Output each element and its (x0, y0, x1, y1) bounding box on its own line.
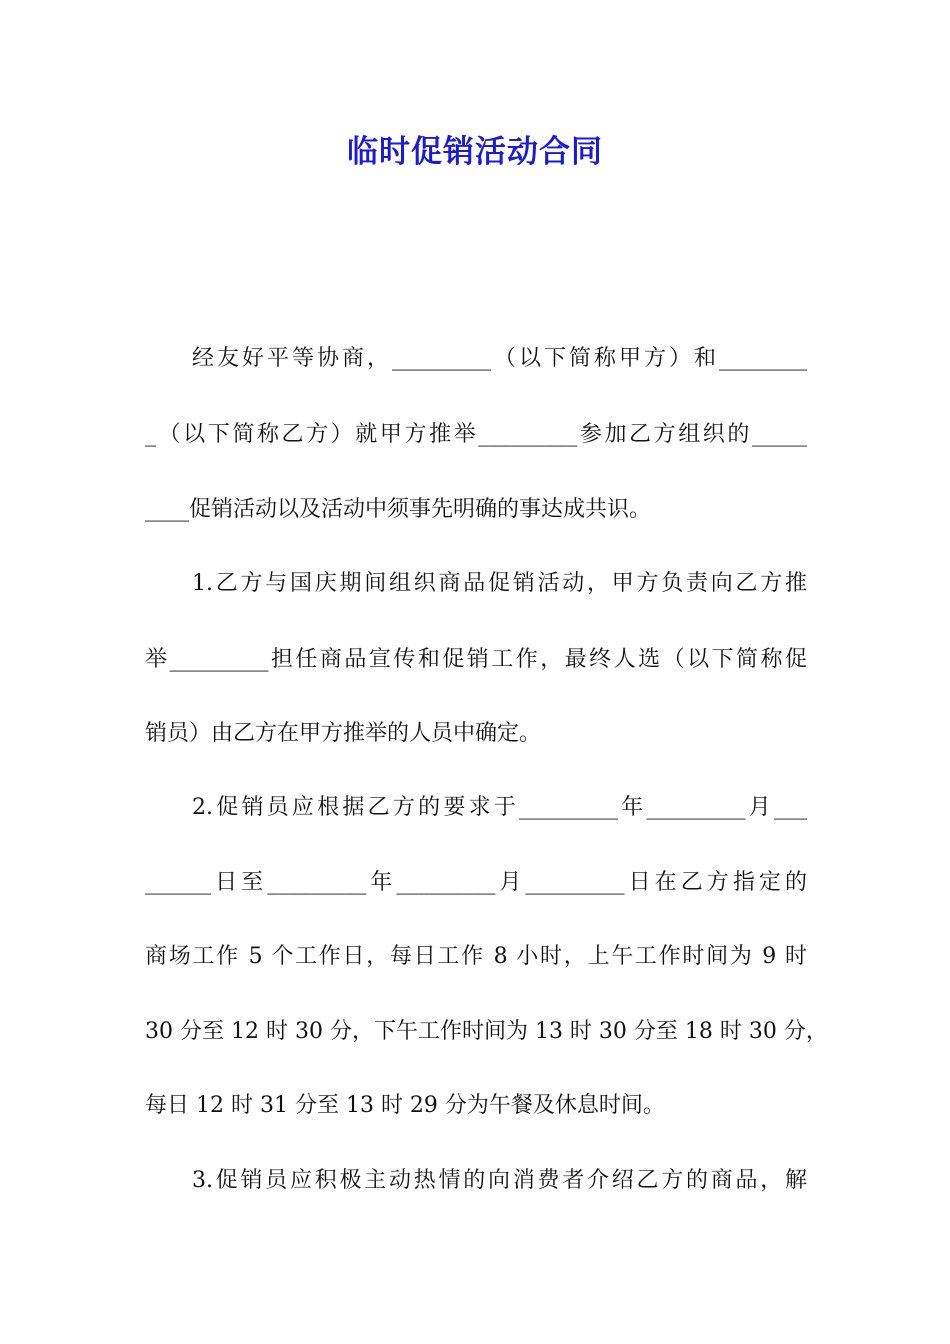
paragraph-line: 每日 12 时 31 分至 13 时 29 分为午餐及休息时间。 (145, 1093, 665, 1118)
document-title: 临时促销活动合同 (347, 134, 603, 170)
paragraph-line: ______日至_________年_________月_________日在乙方指定的 (145, 870, 807, 895)
paragraph-line: ____促销活动以及活动中须事先明确的事达成共识。 (145, 497, 652, 522)
paragraph-line: 销员）由乙方在甲方推举的人员中确定。 (145, 721, 542, 746)
paragraph-line: 经友好平等协商，_________（以下简称甲方）和________ (192, 346, 807, 371)
paragraph-line: 3.促销员应积极主动热情的向消费者介绍乙方的商品，解 (192, 1168, 807, 1193)
paragraph-line: 2.促销员应根据乙方的要求于_________年_________月___ (192, 795, 807, 820)
paragraph-line: _（以下简称乙方）就甲方推举_________参加乙方组织的_____ (145, 422, 807, 447)
paragraph-line: 1.乙方与国庆期间组织商品促销活动，甲方负责向乙方推 (192, 571, 807, 596)
paragraph-line: 30 分至 12 时 30 分，下午工作时间为 13 时 30 分至 18 时 30 分， (145, 1019, 828, 1044)
paragraph-line: 商场工作 5 个工作日，每日工作 8 小时，上午工作时间为 9 时 (145, 944, 807, 969)
paragraph-line: 举_________担任商品宣传和促销工作，最终人选（以下简称促 (145, 647, 807, 672)
